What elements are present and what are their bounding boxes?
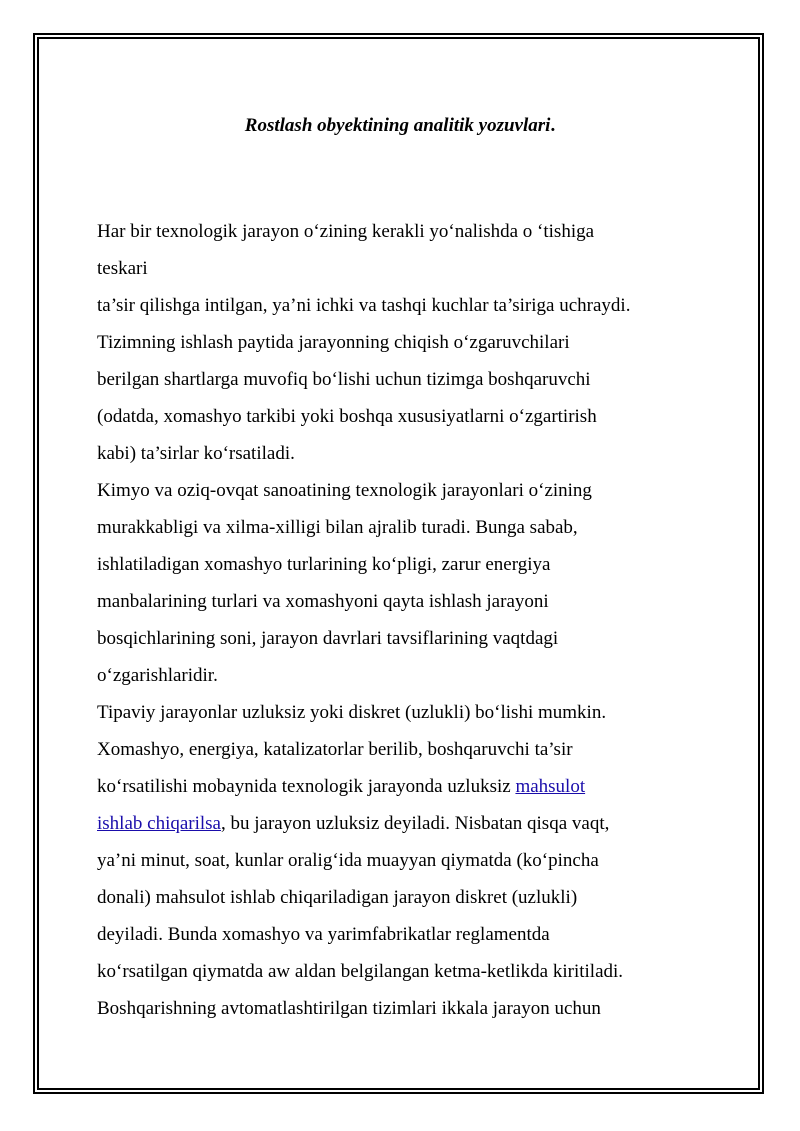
text-line: Kimyo va oziq-ovqat sanoatining texnologik jarayonlari o‘zining <box>97 480 592 501</box>
text-line: ishlatiladigan xomashyo turlarining ko‘pligi, zarur energiya <box>97 554 551 575</box>
text-line: (odatda, xomashyo tarkibi yoki boshqa xususiyatlarni o‘zgartirish <box>97 406 597 427</box>
text-segment: ko‘rsatilishi mobaynida texnologik jarayonda uzluksiz <box>97 776 516 797</box>
text-line <box>97 772 737 809</box>
text-line: murakkabligi va xilma-xilligi bilan ajralib turadi. Bunga sabab, <box>97 517 578 538</box>
text-line: berilgan shartlarga muvofiq bo‘lishi uchun tizimga boshqaruvchi <box>97 369 591 390</box>
page-title <box>0 114 800 138</box>
link-product-part1[interactable]: mahsulot <box>515 776 586 797</box>
text-line: ko‘rsatilgan qiymatda aw aldan belgilangan ketma-ketlikda kiritiladi. <box>97 961 624 982</box>
text-line: Boshqarishning avtomatlashtirilgan tizimlari ikkala jarayon uchun <box>97 998 601 1019</box>
text-line: deyiladi. Bunda xomashyo va yarimfabrikatlar reglamentda <box>97 924 550 945</box>
text-line: ta’sir qilishga intilgan, ya’ni ichki va tashqi kuchlar ta’siriga uchraydi. <box>97 295 631 316</box>
text-line: teskari <box>97 258 148 279</box>
text-segment: , bu jarayon uzluksiz deyiladi. Nisbatan qisqa vaqt, <box>221 813 610 834</box>
body-text <box>97 217 737 1031</box>
text-line <box>97 809 737 846</box>
text-line: bosqichlarining soni, jarayon davrlari tavsiflarining vaqtdagi <box>97 628 559 649</box>
link-product-part2[interactable]: ishlab chiqarilsa <box>97 813 221 834</box>
text-line: donali) mahsulot ishlab chiqariladigan jarayon diskret (uzlukli) <box>97 887 578 908</box>
text-line: Tizimning ishlash paytida jarayonning chiqish o‘zgaruvchilari <box>97 332 570 353</box>
text-line: ya’ni minut, soat, kunlar oralig‘ida muayyan qiymatda (ko‘pincha <box>97 850 599 871</box>
page-title-dot: . <box>550 115 556 136</box>
page-title-text: Rostlash obyektining analitik yozuvlari <box>244 115 551 136</box>
text-line: kabi) ta’sirlar ko‘rsatiladi. <box>97 443 295 464</box>
text-line: manbalarining turlari va xomashyoni qayta ishlash jarayoni <box>97 591 549 612</box>
text-line: Har bir texnologik jarayon o‘zining kerakli yo‘nalishda o ‘tishiga <box>97 221 595 242</box>
text-line: o‘zgarishlaridir. <box>97 665 218 686</box>
text-line: Xomashyo, energiya, katalizatorlar berilib, boshqaruvchi ta’sir <box>97 739 573 760</box>
text-line: Tipaviy jarayonlar uzluksiz yoki diskret (uzlukli) bo‘lishi mumkin. <box>97 702 607 723</box>
